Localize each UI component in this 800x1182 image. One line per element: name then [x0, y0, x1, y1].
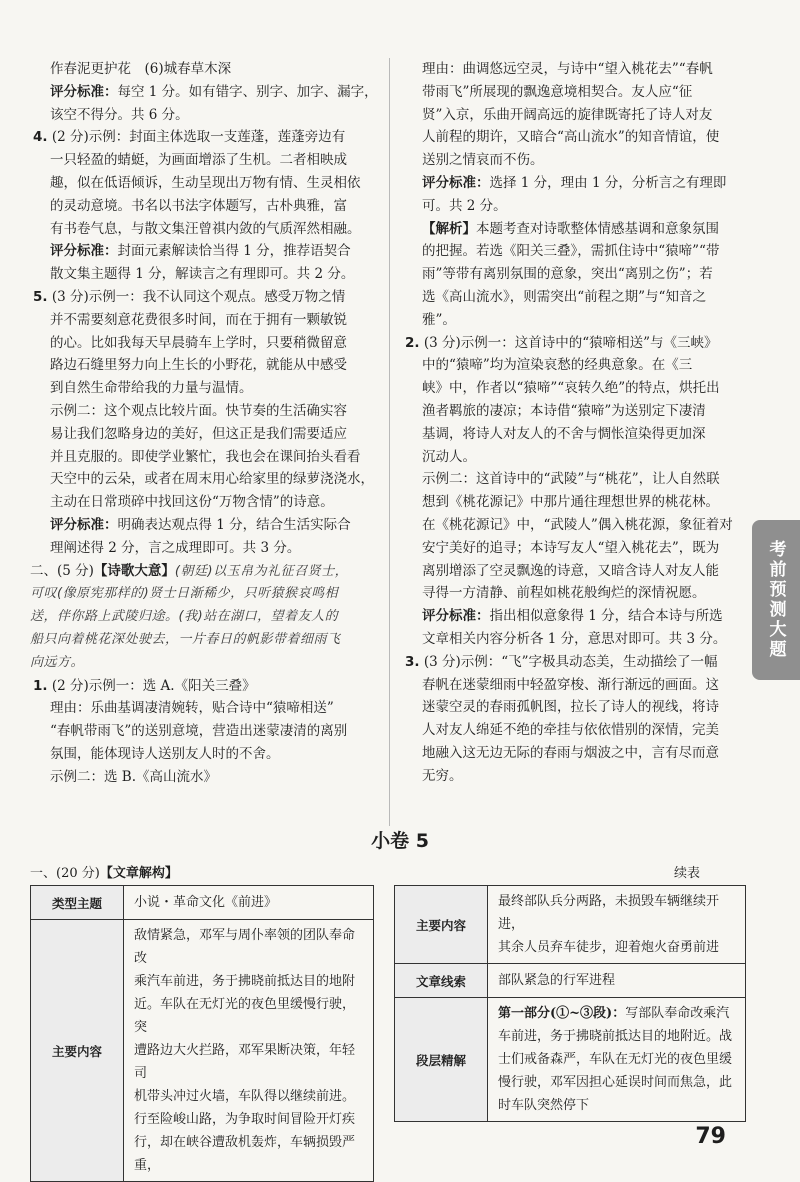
answer-text: (3 分)示例一：我不认同这个观点。感受万物之情	[51, 288, 346, 305]
answer-text: 示例二：这个观点比较片面。快节奏的生活确实容	[50, 402, 347, 419]
analysis-text: 雅”。	[422, 311, 456, 328]
answer-text: 有书卷气息，与散文集汪曾祺内敛的气质浑然相融。	[50, 220, 361, 237]
scoring-line	[30, 514, 380, 537]
answer-text: 的灵动意境。书名以书法字体题写，古朴典雅，富	[50, 197, 347, 214]
section-number: 二、(5 分)	[30, 562, 94, 579]
cell-text: 写部队奉命改乘汽	[625, 1006, 730, 1021]
section-1-heading	[30, 862, 178, 881]
table-row	[395, 886, 746, 964]
answer-text: 主动在日常琐碎中找回这份“万物含情”的诗意。	[50, 494, 334, 511]
scoring-label: 评分标准：	[422, 608, 490, 625]
section-2-line	[30, 560, 380, 584]
cell-line: 遭路边大火拦路，邓军果断决策，年轻司	[134, 1043, 356, 1081]
table-cell	[488, 998, 746, 1122]
table-label: 类型主题	[31, 886, 124, 920]
scoring-text: 选择 1 分，理由 1 分，分析言之有理即	[489, 174, 727, 191]
part-label: 第一部分(①~③段)：	[498, 1006, 626, 1021]
side-tab	[752, 520, 800, 680]
analysis-text: 本题考查对诗歌整体情感基调和意象氛围	[476, 220, 719, 237]
question-number: 1.	[33, 677, 48, 694]
right-column	[402, 58, 747, 788]
structure-table-right	[394, 885, 746, 1122]
cell-line: 行至险峻山路，为争取时间冒险开灯疾	[134, 1112, 356, 1127]
cell-line: 最终部队兵分两路，未损毁车辆继续开进，	[498, 894, 720, 932]
cell-line: 乘汽车前进，务于拂晓前抵达目的地附	[134, 974, 356, 989]
scoring-text: 明确表达观点得 1 分，结合生活实际合	[117, 516, 351, 533]
answer-text: (2 分)示例一：选 A.《阳关三叠》	[51, 677, 256, 694]
answer-text: 渔者羁旅的凄凉；本诗借“猿啼”为送别定下凄清	[422, 402, 706, 419]
table-label: 主要内容	[31, 920, 124, 1182]
scoring-text: 文章相关内容分析各 1 分，意思对即可。共 3 分。	[422, 630, 727, 647]
answer-text: 安宁美好的追寻；本诗写友人“望入桃花去”，既为	[422, 539, 720, 556]
section-title: 小卷 5	[371, 830, 429, 852]
cell-line	[498, 1002, 735, 1025]
scoring-text: 每空 1 分。如有错字、别字、加字、漏字，	[117, 83, 378, 100]
question-4-line	[30, 126, 380, 149]
question-number: 3.	[405, 653, 420, 670]
answer-text: 中的“猿啼”均为渲染哀愁的经典意象。在《三	[422, 357, 693, 374]
answer-text: 天空中的云朵，或者在周末用心给家里的绿萝浇浇水，	[50, 471, 374, 488]
answer-text: 示例二：这首诗中的“武陵”与“桃花”，让人自然联	[422, 471, 720, 488]
answer-text: 氛围，能体现诗人送别友人时的不舍。	[50, 745, 280, 762]
answer-text: 在《桃花源记》中，“武陵人”偶入桃花源，象征着对	[422, 516, 733, 533]
answer-text: 离别增添了空灵飘逸的诗意，又暗含诗人对友人能	[422, 562, 719, 579]
scoring-line	[402, 172, 747, 195]
question-number: 4.	[33, 129, 48, 146]
cell-line: 敌情紧急，邓军与周仆率领的团队奉命改	[134, 928, 356, 966]
answer-text: (3 分)示例一：这首诗中的“猿啼相送”与《三峡》	[423, 334, 718, 351]
answer-text: 的心。比如我每天早晨骑车上学时，只要稍微留意	[50, 334, 347, 351]
scoring-text: 指出相似意象得 1 分，结合本诗与所选	[489, 608, 723, 625]
left-column	[30, 58, 380, 789]
table-row	[31, 886, 374, 920]
answer-text: (2 分)示例：封面主体选取一支莲蓬，莲蓬旁边有	[51, 129, 346, 146]
answer-text: 易让我们忽略身边的美好，但这正是我们需要适应	[50, 425, 347, 442]
cell-line: 其余人员弃车徒步，迎着炮火奋勇前进	[498, 940, 720, 955]
answer-text: 并不需要刻意花费很多时间，而在于拥有一颗敏锐	[50, 311, 347, 328]
answer-text: 迷蒙空灵的春雨孤帆图，拉长了诗人的视线，将诗	[422, 699, 719, 716]
answer-text: 寻得一方清静、前程如桃花般绚烂的深情祝愿。	[422, 585, 706, 602]
scoring-line	[402, 605, 747, 628]
table-cell: 小说・革命文化《前进》	[124, 886, 374, 920]
analysis-text: 选《高山流水》，则需突出“前程之期”与“知音之	[422, 288, 706, 305]
answer-text: 路边石缝里努力向上生长的小野花，就能从中感受	[50, 357, 347, 374]
table-label: 主要内容	[395, 886, 488, 964]
cell-line: 机带头冲过火墙，车队得以继续前进。	[134, 1089, 356, 1104]
scoring-text: 可。共 2 分。	[422, 197, 507, 214]
scoring-text: 散文集主题得 1 分，解读言之有理即可。共 2 分。	[50, 266, 355, 283]
question-3-line	[402, 651, 747, 674]
continued-label: 续表	[674, 866, 701, 881]
table-label: 文章线索	[395, 964, 488, 998]
answer-text: 一只轻盈的蜻蜓，为画面增添了生机。二者相映成	[50, 152, 347, 169]
answer-text: 基调，将诗人对友人的不舍与惆怅渲染得更加深	[422, 425, 706, 442]
table-label: 段层精解	[395, 998, 488, 1122]
text-line: 该空不得分。共 6 分。	[50, 106, 189, 123]
answer-text: 想到《桃花源记》中那片通往理想世界的桃花林。	[422, 494, 719, 511]
answer-text: 理由：乐曲基调凄清婉转，贴合诗中“猿啼相送”	[50, 700, 334, 717]
cell-line: 士们戒备森严，车队在无灯光的夜色里缓	[498, 1052, 733, 1067]
scoring-text: 理阐述得 2 分，言之成理即可。共 3 分。	[50, 539, 301, 556]
answer-text: 贤”入京，乐曲开阔高远的旋律既寄托了诗人对友	[422, 106, 713, 123]
analysis-line	[402, 218, 747, 241]
page-number: 79	[695, 1124, 726, 1149]
cell-line: 慢行驶，邓军因担心延误时间而焦急，此	[498, 1075, 733, 1090]
question-number: 5.	[33, 288, 48, 305]
handwritten-text: 船只向着桃花深处驶去，一片春日的帆影带着细雨飞	[30, 631, 341, 647]
answer-text: 带雨飞”所展现的飘逸意境相契合。友人应“征	[422, 83, 693, 100]
answer-text: “春帆带雨飞”的送别意境，营造出迷蒙凄清的离别	[50, 723, 348, 740]
scoring-label: 评分标准：	[50, 516, 118, 533]
answer-text: (3 分)示例：“飞”字极具动态美，生动描绘了一幅	[423, 653, 718, 670]
answer-text: 地融入这无边无际的春雨与烟波之中，言有尽而意	[422, 744, 719, 761]
scoring-label: 评分标准：	[50, 243, 118, 260]
answer-text: 峡》中，作者以“猿啼”“哀转久绝”的特点，烘托出	[422, 380, 720, 397]
text-line: 作春泥更护花 (6)城春草木深	[50, 61, 232, 77]
analysis-text: 的把握。若选《阳关三叠》，需抓住诗中“猿啼”“带	[422, 243, 720, 260]
answer-text: 人前程的期许，又暗合“高山流水”的知音情谊，使	[422, 129, 720, 146]
handwritten-text: 向远方。	[30, 654, 85, 670]
answer-text: 理由：曲调悠远空灵，与诗中“望入桃花去”“春帆	[422, 61, 713, 77]
question-2-line	[402, 332, 747, 355]
table-cell	[124, 920, 374, 1182]
table-cell	[488, 886, 746, 964]
scoring-line	[30, 81, 380, 104]
section-heading: 【文章解构】	[99, 866, 178, 881]
answer-text: 人对友人绵延不绝的牵挂与依依惜别的深情，完美	[422, 722, 719, 739]
question-1-line	[30, 675, 380, 698]
answer-text: 无穷。	[422, 767, 463, 784]
question-number: 2.	[405, 334, 420, 351]
scoring-label: 评分标准：	[422, 174, 490, 191]
table-cell: 部队紧急的行军进程	[488, 964, 746, 998]
scoring-text: 封面元素解读恰当得 1 分，推荐语契合	[117, 243, 351, 260]
table-row	[395, 998, 746, 1122]
section-number: 一、(20 分)	[30, 866, 100, 881]
section-heading: 【诗歌大意】	[93, 562, 175, 579]
side-tab-label: 考前预测大题	[765, 540, 786, 660]
answer-text: 送别之情哀而不伤。	[422, 152, 544, 169]
cell-line: 行，却在峡谷遭敌机轰炸，车辆损毁严重，	[134, 1135, 356, 1173]
answer-text: 并且克服的。即使学业繁忙，我也会在课间抬头看看	[50, 448, 361, 465]
question-5-line	[30, 286, 380, 309]
answer-text: 春帆在迷蒙细雨中轻盈穿梭、渐行渐远的画面。这	[422, 676, 719, 693]
answer-text: 到自然生命带给我的力量与温情。	[50, 380, 253, 397]
answer-text: 趣，似在低语倾诉，生动呈现出万物有情、生灵相依	[50, 174, 361, 191]
scoring-label: 评分标准：	[50, 83, 118, 100]
handwritten-text: 送，伴你路上武陵归途。(我)站在湖口，望着友人的	[30, 609, 339, 625]
answer-text: 示例二：选 B.《高山流水》	[50, 768, 218, 785]
scoring-line	[30, 240, 380, 263]
cell-line: 近。车队在无灯光的夜色里缓慢行驶，突	[134, 997, 356, 1035]
column-divider	[389, 58, 390, 826]
handwritten-text: 可叹(像原宪那样的)贤士日渐稀少，只听猿猴哀鸣相	[30, 586, 339, 602]
structure-table-left	[30, 885, 374, 1182]
handwritten-text: (朝廷)以玉帛为礼征召贤士，	[174, 563, 349, 579]
analysis-text: 雨”等带有离别氛围的意象，突出“离别之伤”；若	[422, 266, 713, 283]
answer-text: 沉动人。	[422, 448, 476, 465]
table-row	[31, 920, 374, 1182]
analysis-label: 【解析】	[422, 220, 476, 237]
table-row	[395, 964, 746, 998]
cell-line: 时车队突然停下	[498, 1098, 590, 1113]
cell-line: 车前进，务于拂晓前抵达目的地附近。战	[498, 1029, 733, 1044]
